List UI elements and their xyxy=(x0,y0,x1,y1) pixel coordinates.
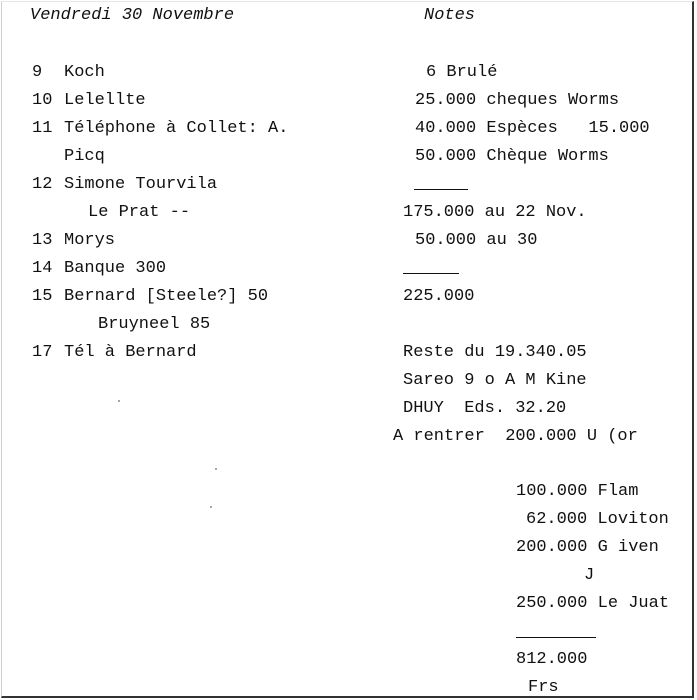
note-line: 50.000 Chèque Worms xyxy=(415,147,609,166)
scan-speck xyxy=(118,400,120,402)
sum-rule xyxy=(414,189,468,190)
entry-text: Le Prat -- xyxy=(88,203,191,222)
entry-text: Picq xyxy=(64,147,105,166)
scan-speck xyxy=(210,506,212,508)
entry-text: Koch xyxy=(64,63,105,82)
entry-number: 17 xyxy=(32,343,53,362)
note-total: 225.000 xyxy=(403,287,475,306)
entry-number: 10 xyxy=(32,91,53,110)
entry-text: Tél à Bernard xyxy=(64,343,197,362)
date-heading: Vendredi 30 Novembre xyxy=(30,6,235,25)
note-line: A rentrer 200.000 U (or xyxy=(393,427,638,446)
entry-number: 13 xyxy=(32,231,53,250)
note-line: 25.000 cheques Worms xyxy=(415,91,620,110)
note-line: 6 Brulé xyxy=(426,63,498,82)
note-line: Reste du 19.340.05 xyxy=(403,343,587,362)
note-line: DHUY Eds. 32.20 xyxy=(403,399,567,418)
note-line: 62.000 Loviton xyxy=(526,510,669,529)
note-line: 175.000 au 22 Nov. xyxy=(403,203,587,222)
scan-speck xyxy=(215,468,217,470)
notes-heading: Notes xyxy=(424,6,476,25)
note-line: Frs xyxy=(528,678,559,697)
note-line: 50.000 au 30 xyxy=(415,231,538,250)
entry-number: 11 xyxy=(32,119,53,138)
note-line: J xyxy=(584,566,595,585)
entry-text: Lelellte xyxy=(64,91,146,110)
entry-number: 9 xyxy=(32,63,43,82)
entry-text: Simone Tourvila xyxy=(64,175,218,194)
entry-number: 14 xyxy=(32,259,53,278)
sum-rule xyxy=(516,637,596,638)
entry-number: 15 xyxy=(32,287,53,306)
entry-text: Bernard [Steele?] 50 xyxy=(64,287,269,306)
note-line: 200.000 G iven xyxy=(516,538,659,557)
note-line: 100.000 Flam xyxy=(516,482,639,501)
note-line: Sareo 9 o A M Kine xyxy=(403,371,587,390)
note-line: 250.000 Le Juat xyxy=(516,594,670,613)
entry-text: Banque 300 xyxy=(64,259,167,278)
entry-text: Téléphone à Collet: A. xyxy=(64,119,289,138)
entry-text: Morys xyxy=(64,231,116,250)
entry-text: Bruyneel 85 xyxy=(98,315,211,334)
note-line: 40.000 Espèces 15.000 xyxy=(415,119,650,138)
note-total: 812.000 xyxy=(516,650,588,669)
entry-number: 12 xyxy=(32,175,53,194)
sum-rule xyxy=(403,273,459,274)
